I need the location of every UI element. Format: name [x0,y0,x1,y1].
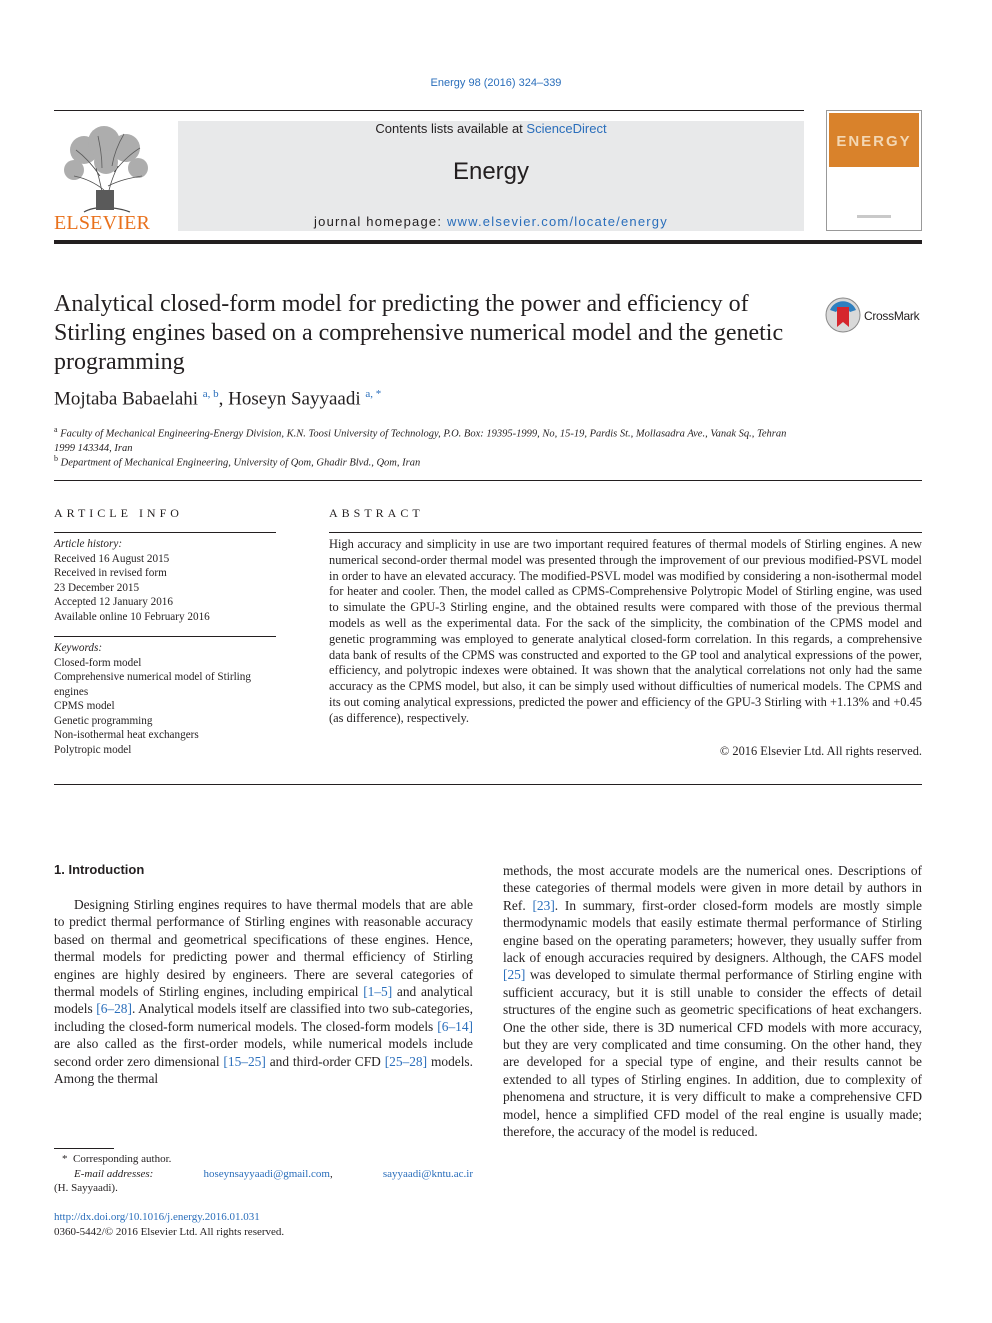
body-text: models. Among the thermal [54,1053,473,1087]
body-text: and analytical models [54,984,473,1017]
affiliation-mark: a [54,425,58,434]
contents-prefix: Contents lists available at [375,121,527,136]
footnote-label: Corresponding author. [73,1153,172,1165]
issn-copyright: 0360-5442/© 2016 Elsevier Ltd. All rights reserved. [54,1226,285,1238]
section-rule [54,784,922,785]
footnote-marker: * [62,1153,68,1165]
author-affiliation-mark[interactable]: a, * [365,388,382,400]
body-text: and third-order CFD [265,1053,385,1069]
history-item: Available online 10 February 2016 [54,610,210,623]
citation-link[interactable]: [6–14] [437,1018,473,1034]
section-rule [54,480,922,481]
contents-line [178,121,804,136]
author-name[interactable]: Hoseyn Sayyaadi [228,388,361,410]
cover-title: ENERGY [836,133,912,150]
doi-link[interactable]: http://dx.doi.org/10.1016/j.energy.2016.01.031 [54,1211,260,1223]
body-text: methods, the most accurate models are the numerical ones. Descriptions of these categories of thermal models were given in more detail by authors in Ref. [503,863,922,913]
crossmark-label: CrossMark [864,309,920,323]
sciencedirect-link[interactable]: ScienceDirect [526,121,607,136]
header-thick-rule [54,240,922,244]
journal-citation[interactable]: Energy 98 (2016) 324–339 [430,77,562,89]
info-rule [54,532,276,533]
history-title: Article history: [54,538,123,550]
abstract-copyright: © 2016 Elsevier Ltd. All rights reserved. [719,744,922,758]
email-owner: (H. Sayyaadi). [54,1182,118,1194]
homepage-prefix: journal homepage: [314,214,447,229]
elsevier-wordmark: ELSEVIER [54,212,151,234]
author-list: Mojtaba Babaelahi $^{a, b}$, Hoseyn Sayyaadi $^{a, *}$ [54,388,382,410]
journal-homepage [178,214,804,229]
abstract-text: High accuracy and simplicity in use are two important required features of thermal models of Stirling engines. A new numerical second-order thermal model was presented through the improvement of our previous modified-PSVL model in order to have an elevated accuracy. The modified-PSVL model was modified by considering a non-isothermal model for heater and cooler. Then, the model called as CPMS-Comprehensive Polytropic Model of Stirling engine, was used to simulate the GPU-3 Stirling engine, and the obtained results were compared with those of the previous thermal models as well as the experimental data. For the sack of the simplicity, the combination of the CPMS model and genetic programming was employed to generate analytical closed-form correlation. In this regards, a comprehensive data bank of results of the CPMS was constructed and exported to the GP tool and analytical expressions of the power, efficiency, and polytropic indexes were obtained. It was shown that the analytical correlations not only had the same accuracy as the CPMS model, but also, it can be simply used without difficulties of numerical models. The CPMS and its out coming analytical expressions, predicted the power and efficiency of the GPU-3 Stirling with +1.13% and +0.45 (as difference), respectively. [329,537,922,725]
homepage-link[interactable]: www.elsevier.com/locate/energy [446,214,668,229]
author-affiliation-mark[interactable]: a, b [202,388,219,400]
email-link[interactable]: hoseynsayyaadi@gmail.com [203,1167,330,1180]
article-history [54,537,276,624]
keyword-item: Non-isothermal heat exchangers [54,729,199,741]
info-rule [54,636,276,637]
author-name[interactable]: Mojtaba Babaelahi [54,388,199,410]
corresponding-author-note: * Corresponding author. E-mail addresses: hoseynsayyaadi@gmail.com, sayyaadi@kntu.ac.ir (H. Sayyaadi). [54,1153,473,1194]
keyword-item: Comprehensive numerical model of Stirling engines [54,671,251,698]
keyword-item: CPMS model [54,700,115,712]
crossmark-icon [824,296,862,334]
citation-link[interactable]: [25–28] [384,1053,428,1069]
article-info-heading: ARTICLE INFO [54,506,183,520]
journal-cover[interactable] [826,110,922,231]
section-heading: 1. Introduction [54,862,145,877]
history-item: 23 December 2015 [54,581,140,594]
affiliation-mark: b [54,454,58,463]
citation-link[interactable]: [15–25] [223,1053,266,1069]
body-text: . Analytical models itself are classified into two sub-categories, including the closed-form numerical models. The closed-form models [54,1001,473,1034]
body-text: was developed to simulate thermal performance of Stirling engine with sufficient accuracy, but it is still unable to consider the effects of detail structures of the engine such as geometric specifications of heat exchangers. One the other side, there is 3D numerical CFD models with more accuracy, but they are very complicated and time consuming. On the other hand, they are developed for a special type of engine, and their results cannot be extended to all types of Stirling engines. In addition, due to complexity of phenomena and structure, it is very difficult to make a comprehensive CFD model, hence a simplified CFD model of the real engine is usually made; therefore, the accuracy of the model is reduced. [503,967,922,1140]
crossmark-badge[interactable] [824,296,924,336]
citation-link[interactable]: [23] [532,897,555,913]
keyword-list [54,641,276,757]
affiliation-text: Faculty of Mechanical Engineering-Energy Division, K.N. Toosi University of Technology, P.O. Box: 19395-1999, No, 15-19, Pardis St., Mollasadra Ave., Vanak Sq., Tehran 1999 143344, Iran [54,428,787,454]
keyword-item: Closed-form model [54,656,142,669]
header-rule [54,110,804,111]
body-text: Designing Stirling engines requires to have thermal models that are able to predict thermal performance of Stirling engines with reasonable accuracy based on thermal and geometrical specifications of these engines. Hence, thermal models for predicting power and thermal efficiency of Stirling engines are highly desired by engineers. There are several categories of thermal models of Stirling engines, including empirical [54,897,473,1000]
keyword-item: Genetic programming [54,714,153,727]
keyword-item: Polytropic model [54,743,132,756]
body-text: . In summary, first-order closed-form models are mostly simple thermodynamic models that easily estimate thermal performance of Stirling engine based on the operating parameters; however, they usually suffer from lack of enough accuracies required by designers. Although, the CAFS model [503,897,922,966]
citation-link[interactable]: [1–5] [363,984,393,1000]
abstract-heading: ABSTRACT [329,506,424,520]
history-item: Received 16 August 2015 [54,552,170,565]
body-text: are also called as the first-order models, while numerical models include second order zero dimensional [54,1036,473,1069]
body-column-left [54,896,473,1087]
history-item: Accepted 12 January 2016 [54,596,173,608]
body-column-right [503,862,922,1141]
citation-link[interactable]: [6–28] [96,1001,132,1017]
cover-footer-mark [857,215,891,218]
citation-link[interactable]: [25] [503,967,526,983]
email-link[interactable]: sayyaadi@kntu.ac.ir [382,1167,473,1180]
affiliation-b [54,452,804,471]
affiliation-text: Department of Mechanical Engineering, University of Qom, Ghadir Blvd., Qom, Iran [60,457,421,469]
email-label: E-mail addresses: [74,1167,154,1180]
footnote-rule [54,1148,114,1149]
abstract-rule [329,532,922,533]
journal-name: Energy [452,158,530,185]
history-item: Received in revised form [54,567,167,579]
article-title: Analytical closed-form model for predicting the power and efficiency of Stirling engines based on a comprehensive numerical model and the genetic programming [54,291,784,375]
keywords-title: Keywords: [54,642,103,654]
